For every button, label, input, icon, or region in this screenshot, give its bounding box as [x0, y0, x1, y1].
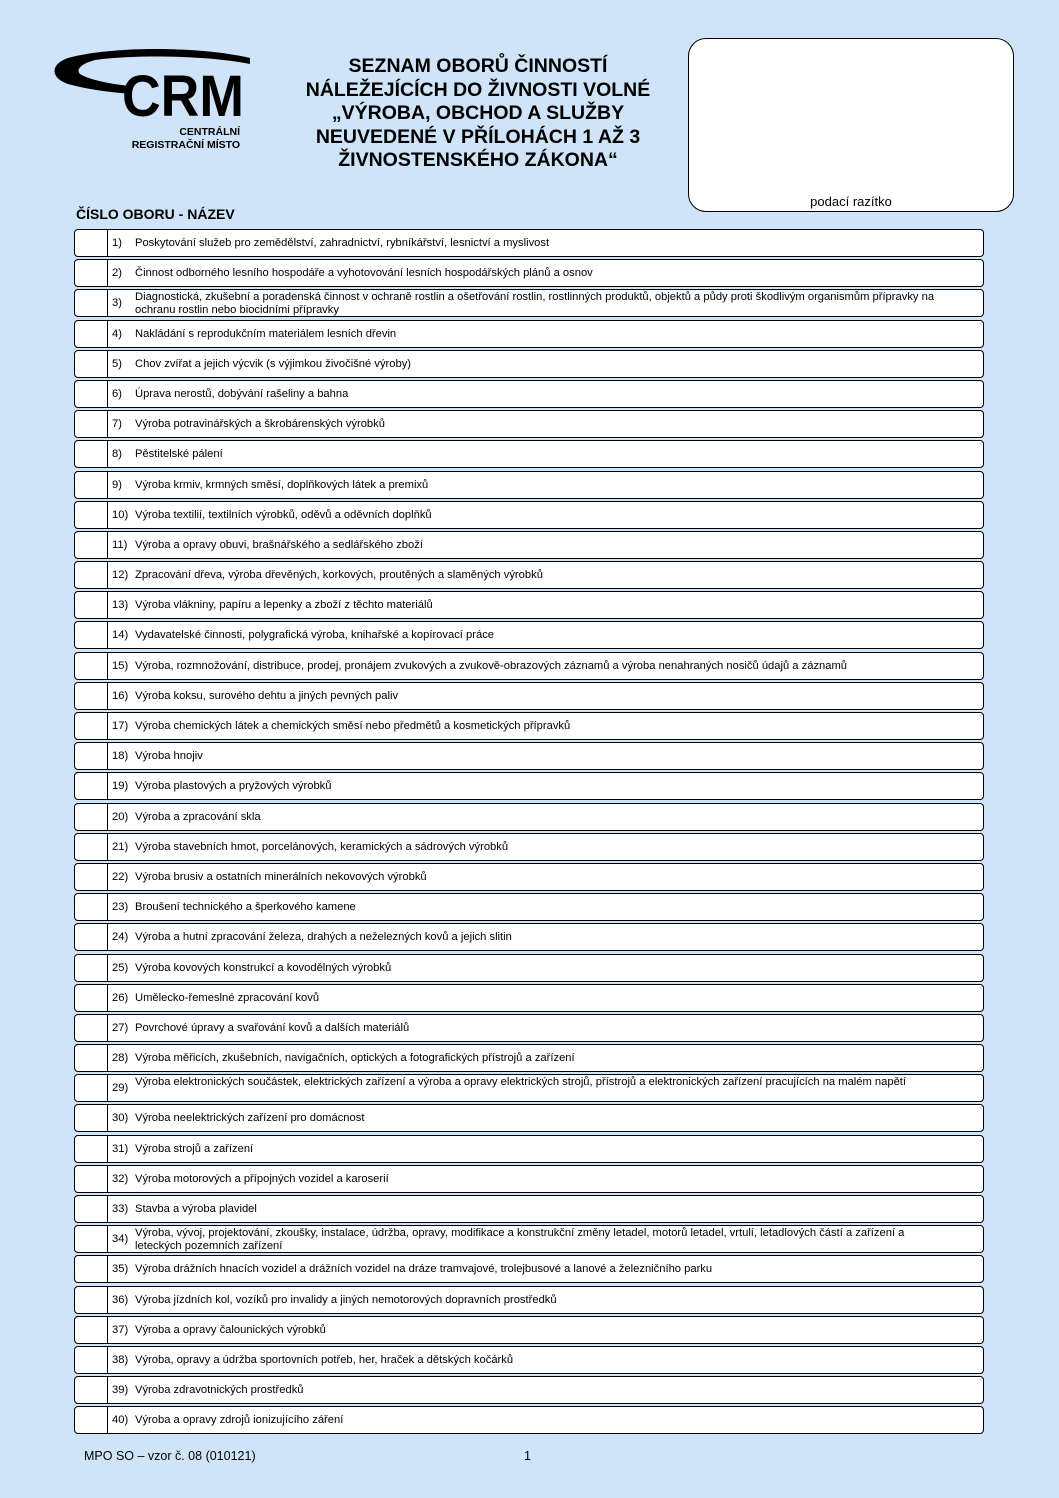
- item-number: 19): [112, 780, 129, 793]
- item-text: Výroba motorových a přípojných vozidel a karoserií: [135, 1172, 389, 1185]
- logo-subtitle-line1: CENTRÁLNÍ: [179, 126, 240, 138]
- item-number: 17): [112, 720, 129, 732]
- item-number: 4): [112, 327, 122, 340]
- list-item: [74, 863, 984, 891]
- item-text: Pěstitelské pálení: [135, 448, 223, 461]
- item-checkbox[interactable]: [75, 592, 108, 618]
- item-text: Výroba brusiv a ostatních minerálních nekovových výrobků: [135, 870, 427, 883]
- list-item: [74, 1104, 984, 1132]
- item-checkbox[interactable]: [75, 562, 108, 588]
- list-item: [74, 501, 984, 529]
- list-item: [74, 742, 984, 770]
- item-text: Povrchové úpravy a svařování kovů a dalších materiálů: [135, 1021, 410, 1034]
- item-number: 29): [112, 1082, 129, 1095]
- document-title: [280, 55, 676, 173]
- list-item: [74, 380, 984, 408]
- item-checkbox[interactable]: [75, 1105, 108, 1131]
- item-checkbox[interactable]: [75, 864, 108, 890]
- list-item: [74, 1225, 984, 1253]
- item-text: Stavba a výroba plavidel: [135, 1203, 257, 1215]
- list-item: [74, 1195, 984, 1223]
- item-text: Broušení technického a šperkového kamene: [135, 901, 356, 914]
- list-item: [74, 712, 984, 740]
- item-checkbox[interactable]: [75, 713, 108, 739]
- item-checkbox[interactable]: [75, 532, 108, 558]
- list-item: [74, 591, 984, 619]
- form-id: MPO SO – vzor č. 08 (010121): [84, 1449, 256, 1463]
- item-checkbox[interactable]: [75, 1136, 108, 1162]
- item-checkbox[interactable]: [75, 1256, 108, 1282]
- item-checkbox[interactable]: [75, 1015, 108, 1041]
- list-item: [74, 1376, 984, 1404]
- item-checkbox[interactable]: [75, 804, 108, 830]
- item-text: Výroba zdravotnických prostředků: [135, 1384, 304, 1397]
- list-item: [74, 984, 984, 1012]
- item-text: Výroba neelektrických zařízení pro domácnost: [135, 1112, 365, 1125]
- item-checkbox[interactable]: [75, 653, 108, 679]
- title-line: SEZNAM OBORŮ ČINNOSTÍ: [348, 55, 608, 77]
- list-item: [74, 1255, 984, 1283]
- item-number: 9): [112, 478, 122, 491]
- item-text: Výroba stavebních hmot, porcelánových, keramických a sádrových výrobků: [135, 840, 509, 853]
- item-text: Výroba, rozmnožování, distribuce, prodej, pronájem zvukových a zvukově-obrazových záznamů a výroba nenahraných nosičů údajů a záznamů: [135, 659, 848, 672]
- item-number: 32): [112, 1172, 129, 1185]
- list-item: [74, 652, 984, 680]
- item-number: 33): [112, 1203, 129, 1215]
- item-checkbox[interactable]: [75, 1317, 108, 1343]
- item-number: 24): [112, 931, 129, 944]
- list-item: [74, 229, 984, 257]
- item-text: Výroba vlákniny, papíru a lepenky a zboží z těchto materiálů: [135, 599, 433, 612]
- item-number: 16): [112, 689, 129, 702]
- item-checkbox[interactable]: [75, 290, 108, 316]
- list-item: [74, 1165, 984, 1193]
- item-number: 39): [112, 1384, 129, 1397]
- list-item: [74, 289, 984, 317]
- column-header: ČÍSLO OBORU - NÁZEV: [76, 206, 235, 222]
- item-text: Výroba potravinářských a škrobárenských výrobků: [135, 418, 385, 431]
- item-number: 1): [112, 237, 122, 249]
- item-checkbox[interactable]: [75, 502, 108, 528]
- item-number: 40): [112, 1414, 129, 1427]
- title-line: NEUVEDENÉ V PŘÍLOHÁCH 1 AŽ 3: [315, 125, 641, 148]
- item-number: 8): [112, 448, 122, 461]
- list-item: [74, 893, 984, 921]
- item-text: Výroba chemických látek a chemických směsí nebo předmětů a kosmetických přípravků: [135, 720, 571, 732]
- item-checkbox[interactable]: [75, 773, 108, 799]
- item-number: 27): [112, 1021, 129, 1034]
- item-checkbox[interactable]: [75, 381, 108, 407]
- item-text: Výroba plastových a pryžových výrobků: [135, 780, 332, 793]
- item-number: 37): [112, 1323, 129, 1336]
- item-number: 12): [112, 569, 129, 582]
- title-line: „VÝROBA, OBCHOD A SLUŽBY: [331, 102, 625, 124]
- list-item: [74, 1286, 984, 1314]
- stamp-label: podací razítko: [810, 194, 892, 209]
- svg-text:CRM: CRM: [122, 64, 244, 129]
- item-number: 23): [112, 901, 129, 914]
- item-checkbox[interactable]: [75, 955, 108, 981]
- item-checkbox[interactable]: [75, 683, 108, 709]
- item-text: Výroba hnojiv: [135, 750, 203, 763]
- item-checkbox[interactable]: [75, 230, 108, 256]
- item-number: 2): [112, 267, 122, 280]
- item-text: Poskytování služeb pro zemědělství, zahradnictví, rybníkářství, lesnictví a myslivost: [135, 237, 550, 249]
- list-item: [74, 471, 984, 499]
- item-text: Výroba, opravy a údržba sportovních potřeb, her, hraček a dětských kočárků: [135, 1353, 514, 1366]
- item-text: Výroba jízdních kol, vozíků pro invalidy a jiných nemotorových dopravních prostředků: [135, 1293, 557, 1306]
- list-item: [74, 803, 984, 831]
- list-item: [74, 1316, 984, 1344]
- item-text: Výroba a opravy zdrojů ionizujícího záření: [135, 1414, 344, 1427]
- list-item: [74, 1074, 984, 1102]
- list-item: [74, 772, 984, 800]
- item-number: 22): [112, 870, 129, 883]
- item-checkbox[interactable]: [75, 441, 108, 467]
- item-number: 26): [112, 991, 129, 1004]
- item-text: Výroba kovových konstrukcí a kovodělných výrobků: [135, 961, 392, 974]
- item-text: Výroba a hutní zpracování železa, drahých a neželezných kovů a jejich slitin: [135, 931, 512, 944]
- item-number: 14): [112, 629, 129, 642]
- item-number: 20): [112, 810, 129, 823]
- item-text: Výroba elektronických součástek, elektrických zařízení a výroba a opravy elektrických strojů, přístrojů a elektronických zařízení pracujících na malém napětí: [135, 1076, 907, 1089]
- list-item: [74, 954, 984, 982]
- item-checkbox[interactable]: [75, 622, 108, 648]
- item-number: 6): [112, 387, 122, 400]
- item-text: Výroba a zpracování skla: [135, 810, 261, 823]
- item-text: Výroba koksu, surového dehtu a jiných pevných paliv: [135, 689, 399, 702]
- item-number: 18): [112, 750, 129, 763]
- list-item: [74, 350, 984, 378]
- item-checkbox[interactable]: [75, 472, 108, 498]
- list-item: [74, 833, 984, 861]
- item-text: Výroba strojů a zařízení: [135, 1142, 254, 1155]
- item-number: 31): [112, 1142, 129, 1155]
- item-text: Vydavatelské činnosti, polygrafická výroba, knihařské a kopírovací práce: [135, 629, 495, 642]
- item-checkbox[interactable]: [75, 1226, 108, 1252]
- item-checkbox[interactable]: [75, 834, 108, 860]
- item-number: 7): [112, 418, 122, 431]
- item-checkbox[interactable]: [75, 1045, 108, 1071]
- item-text: Zpracování dřeva, výroba dřevěných, korkových, proutěných a slaměných výrobků: [135, 569, 543, 582]
- item-checkbox[interactable]: [75, 1196, 108, 1222]
- item-number: 35): [112, 1263, 129, 1276]
- item-text: Výroba krmiv, krmných směsí, doplňkových látek a premixů: [135, 478, 429, 491]
- item-checkbox[interactable]: [75, 351, 108, 377]
- item-text: Výroba měřicích, zkušebních, navigačních, optických a fotografických přístrojů a zařízení: [135, 1052, 575, 1065]
- list-item: [74, 682, 984, 710]
- item-text: Úprava nerostů, dobývání rašeliny a bahna: [135, 387, 349, 400]
- stamp-box: [688, 38, 1014, 212]
- page-number: 1: [524, 1449, 531, 1463]
- item-number: 11): [112, 538, 128, 551]
- item-checkbox[interactable]: [75, 1287, 108, 1313]
- list-item: [74, 410, 984, 438]
- item-text: Výroba, vývoj, projektování, zkoušky, instalace, údržba, opravy, modifikace a konstrukční změny letadel, motorů letadel, vrtulí, letadlových částí a zařízení a leteckých pozemních zařízení: [135, 1227, 905, 1252]
- list-item: [74, 1014, 984, 1042]
- item-number: 5): [112, 357, 122, 370]
- item-checkbox[interactable]: [75, 260, 108, 286]
- item-checkbox[interactable]: [75, 894, 108, 920]
- item-checkbox[interactable]: [75, 1377, 108, 1403]
- item-checkbox[interactable]: [75, 1166, 108, 1192]
- list-item: [74, 1135, 984, 1163]
- list-item: [74, 440, 984, 468]
- item-checkbox[interactable]: [75, 411, 108, 437]
- title-line: ŽIVNOSTENSKÉHO ZÁKONA“: [338, 149, 618, 171]
- item-text: Umělecko-řemeslné zpracování kovů: [135, 991, 320, 1004]
- item-checkbox[interactable]: [75, 1075, 108, 1101]
- item-number: 30): [112, 1112, 129, 1125]
- list-item: [74, 1044, 984, 1072]
- item-text: Chov zvířat a jejich výcvik (s výjimkou živočišné výroby): [135, 357, 412, 370]
- item-text: Výroba drážních hnacích vozidel a drážních vozidel na dráze tramvajové, trolejbusové a lanové a železničního parku: [135, 1263, 713, 1276]
- item-number: 15): [112, 659, 129, 672]
- item-number: 34): [112, 1233, 129, 1246]
- list-item: [74, 320, 984, 348]
- item-checkbox[interactable]: [75, 985, 108, 1011]
- item-checkbox[interactable]: [75, 321, 108, 347]
- list-item: [74, 923, 984, 951]
- list-item: [74, 531, 984, 559]
- item-text: Výroba a opravy obuvi, brašnářského a sedlářského zboží: [135, 538, 423, 551]
- item-number: 3): [112, 297, 122, 310]
- item-text: Diagnostická, zkušební a poradenská činnost v ochraně rostlin a ošetřování rostlin, rostlinných produktů, objektů a půdy proti škodlivým organismům přípravky na ochranu rostlin nebo biocidními přípravky: [135, 291, 935, 316]
- item-number: 25): [112, 961, 129, 974]
- list-item: [74, 1406, 984, 1434]
- title-line: NÁLEŽEJÍCÍCH DO ŽIVNOSTI VOLNÉ: [305, 78, 651, 101]
- item-number: 36): [112, 1293, 129, 1306]
- item-text: Výroba textilií, textilních výrobků, oděvů a oděvních doplňků: [135, 508, 432, 521]
- item-checkbox[interactable]: [75, 1347, 108, 1373]
- item-number: 10): [112, 508, 129, 521]
- list-item: [74, 621, 984, 649]
- item-checkbox[interactable]: [75, 743, 108, 769]
- item-number: 21): [112, 840, 129, 853]
- list-item: [74, 561, 984, 589]
- item-checkbox[interactable]: [75, 1407, 108, 1433]
- item-text: Činnost odborného lesního hospodáře a vyhotovování lesních hospodářských plánů a osnov: [135, 267, 593, 280]
- logo-subtitle-line2: REGISTRAČNÍ MÍSTO: [131, 139, 240, 151]
- list-item: [74, 259, 984, 287]
- item-text: Nakládání s reprodukčním materiálem lesních dřevin: [135, 327, 397, 340]
- item-text: Výroba a opravy čalounických výrobků: [135, 1323, 326, 1336]
- item-number: 28): [112, 1052, 129, 1065]
- item-number: 38): [112, 1353, 129, 1366]
- activity-list: [74, 229, 984, 1437]
- item-checkbox[interactable]: [75, 924, 108, 950]
- item-number: 13): [112, 599, 129, 612]
- logo-subtitle: [110, 126, 240, 152]
- list-item: [74, 1346, 984, 1374]
